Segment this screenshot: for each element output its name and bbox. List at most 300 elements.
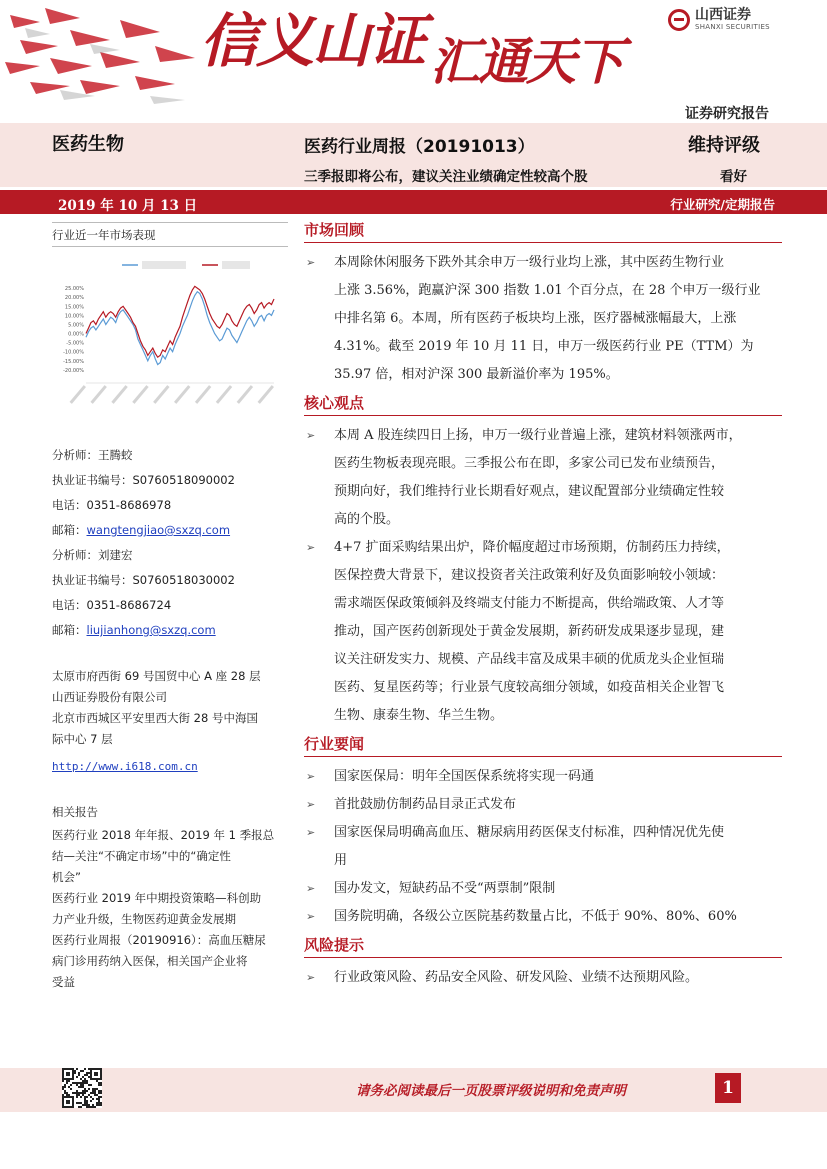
page-number: 1 bbox=[715, 1073, 741, 1103]
qr-module bbox=[86, 1106, 88, 1108]
qr-module bbox=[98, 1100, 100, 1102]
bullet-arrow-icon: ➢ bbox=[306, 910, 316, 923]
qr-module bbox=[78, 1106, 80, 1108]
x-tick-label-placeholder bbox=[132, 385, 148, 404]
x-tick-label-placeholder bbox=[153, 385, 169, 404]
qr-module bbox=[78, 1082, 80, 1084]
qr-module bbox=[76, 1094, 78, 1096]
qr-module bbox=[76, 1102, 78, 1104]
qr-module bbox=[70, 1096, 72, 1098]
section-body bbox=[304, 958, 782, 992]
qr-module bbox=[64, 1084, 66, 1086]
qr-module bbox=[68, 1072, 70, 1074]
bullet-line: 首批鼓励仿制药品目录正式发布 bbox=[334, 797, 517, 812]
qr-module bbox=[86, 1082, 88, 1084]
qr-module bbox=[68, 1080, 70, 1082]
qr-module bbox=[86, 1100, 88, 1102]
qr-module bbox=[100, 1084, 102, 1086]
qr-module bbox=[76, 1076, 78, 1078]
qr-module bbox=[62, 1094, 64, 1096]
sector-name: 医药生物 bbox=[52, 134, 124, 155]
qr-module bbox=[66, 1074, 68, 1076]
report-category: 行业研究/定期报告 bbox=[670, 197, 775, 212]
bullet-line: 用 bbox=[334, 853, 348, 868]
qr-module bbox=[94, 1068, 96, 1070]
qr-module bbox=[88, 1094, 90, 1096]
qr-module bbox=[98, 1104, 100, 1106]
related-reports bbox=[52, 802, 288, 993]
qr-module bbox=[72, 1092, 74, 1094]
qr-module bbox=[62, 1106, 64, 1108]
qr-module bbox=[96, 1088, 98, 1090]
bullet-line: 国家医保局明确高血压、糖尿病用药医保支付标准，四种情况优先使 bbox=[334, 825, 725, 840]
qr-module bbox=[72, 1068, 74, 1070]
y-tick-label: 20.00% bbox=[64, 295, 84, 302]
x-tick-label-placeholder bbox=[90, 385, 106, 404]
qr-module bbox=[92, 1098, 94, 1100]
qr-module bbox=[70, 1068, 72, 1070]
bullet-line: 议关注研发实力、规模、产品线丰富及成果丰硕的优质龙头企业恒瑞 bbox=[334, 652, 725, 667]
qr-module bbox=[92, 1106, 94, 1108]
qr-module bbox=[100, 1090, 102, 1092]
qr-module bbox=[72, 1104, 74, 1106]
qr-module bbox=[82, 1084, 84, 1086]
qr-module bbox=[70, 1078, 72, 1080]
bullet-item bbox=[304, 249, 782, 389]
qr-module bbox=[90, 1084, 92, 1086]
address-line: 北京市西城区平安里西大街 28 号中海国 bbox=[52, 711, 258, 725]
qr-module bbox=[98, 1068, 100, 1070]
qr-module bbox=[86, 1072, 88, 1074]
qr-module bbox=[64, 1096, 66, 1098]
logo-en: SHANXI SECURITIES bbox=[695, 23, 770, 31]
qr-module bbox=[92, 1104, 94, 1106]
report-title: 医药行业周报（20191013） bbox=[304, 137, 535, 157]
qr-module bbox=[90, 1106, 92, 1108]
bullet-item bbox=[304, 763, 782, 791]
bullet-line: 生物、康泰生物、华兰生物。 bbox=[334, 708, 504, 723]
qr-module bbox=[68, 1102, 70, 1104]
qr-module bbox=[94, 1106, 96, 1108]
qr-module bbox=[90, 1070, 92, 1072]
qr-module bbox=[66, 1092, 68, 1094]
bullet-arrow-icon: ➢ bbox=[306, 429, 316, 442]
qr-module bbox=[84, 1080, 86, 1082]
qr-module bbox=[78, 1086, 80, 1088]
email-label: 邮箱： bbox=[52, 523, 87, 537]
qr-module bbox=[64, 1078, 66, 1080]
qr-module bbox=[80, 1092, 82, 1094]
qr-module bbox=[72, 1074, 74, 1076]
bullet-line: 本周除休闲服务下跌外其余申万一级行业均上涨，其中医药生物行业 bbox=[334, 255, 725, 270]
qr-module bbox=[70, 1084, 72, 1086]
bullet-line: 预期向好，我们维持行业长期看好观点，建议配置部分业绩确定性较 bbox=[334, 484, 725, 499]
qr-module bbox=[74, 1092, 76, 1094]
qr-module bbox=[86, 1074, 88, 1076]
bullet-line: 医保控费大背景下，建议投资者关注政策利好及负面影响较小领域： bbox=[334, 568, 725, 583]
analyst-email-link[interactable]: wangtengjiao@sxzq.com bbox=[86, 523, 231, 537]
qr-module bbox=[84, 1090, 86, 1092]
bullet-line: 中排名第 6。本周，所有医药子板块均上涨，医疗器械涨幅最大，上涨 bbox=[334, 311, 737, 326]
x-tick-label-placeholder bbox=[216, 385, 232, 404]
x-tick-label-placeholder bbox=[258, 385, 274, 404]
qr-module bbox=[72, 1100, 74, 1102]
qr-module bbox=[92, 1088, 94, 1090]
qr-module bbox=[84, 1100, 86, 1102]
qr-module bbox=[78, 1092, 80, 1094]
qr-module bbox=[90, 1074, 92, 1076]
slogan-part1: 信义山证 bbox=[200, 7, 425, 75]
qr-module bbox=[96, 1080, 98, 1082]
x-tick-label-placeholder bbox=[111, 385, 127, 404]
qr-module bbox=[98, 1098, 100, 1100]
y-tick-label: -10.00% bbox=[63, 349, 84, 356]
qr-module bbox=[64, 1092, 66, 1094]
address-line: 际中心 7 层 bbox=[52, 732, 113, 746]
related-line: 结—关注“不确定市场”中的“确定性 bbox=[52, 849, 231, 863]
bullet-line: 本周 A 股连续四日上扬，申万一级行业普遍上涨，建筑材料领涨两市， bbox=[334, 428, 742, 443]
qr-module bbox=[72, 1098, 74, 1100]
qr-code-icon bbox=[62, 1068, 102, 1108]
bullet-line: 国办发文，短缺药品不受“两票制”限制 bbox=[334, 881, 556, 896]
chart-title: 行业近一年市场表现 bbox=[52, 222, 288, 247]
qr-module bbox=[84, 1096, 86, 1098]
qr-module bbox=[100, 1078, 102, 1080]
related-title: 相关报告 bbox=[52, 805, 98, 819]
y-tick-label: -20.00% bbox=[63, 367, 84, 374]
related-line: 病门诊用药纳入医保，相关国产企业将 bbox=[52, 954, 248, 968]
bullet-item bbox=[304, 791, 782, 819]
bullet-line: 医药、复星医药等；行业景气度较高细分领域，如疫苗相关企业智飞 bbox=[334, 680, 725, 695]
analyst-phone: 电话：0351-8686978 bbox=[52, 498, 172, 512]
qr-module bbox=[98, 1082, 100, 1084]
qr-module bbox=[96, 1102, 98, 1104]
qr-module bbox=[98, 1090, 100, 1092]
bullet-line: 4+7 扩面采购结果出炉，降价幅度超过市场预期，仿制药压力持续， bbox=[334, 540, 730, 555]
qr-module bbox=[74, 1082, 76, 1084]
report-kind: 证券研究报告 bbox=[685, 106, 769, 122]
qr-module bbox=[100, 1068, 102, 1070]
bullet-line: 国务院明确，各级公立医院基药数量占比，不低于 90%、80%、60% bbox=[334, 909, 737, 924]
bullet-line: 医药生物板表现亮眼。三季报公布在即，多家公司已发布业绩预告， bbox=[334, 456, 725, 471]
qr-module bbox=[86, 1102, 88, 1104]
qr-module bbox=[68, 1086, 70, 1088]
qr-module bbox=[68, 1106, 70, 1108]
qr-module bbox=[72, 1072, 74, 1074]
logo-cn: 山西证券 bbox=[695, 7, 751, 23]
company-url-link[interactable]: http://www.i618.com.cn bbox=[52, 760, 198, 773]
qr-module bbox=[88, 1088, 90, 1090]
qr-module bbox=[80, 1102, 82, 1104]
qr-module bbox=[90, 1096, 92, 1098]
qr-module bbox=[80, 1106, 82, 1108]
qr-module bbox=[96, 1098, 98, 1100]
qr-module bbox=[76, 1096, 78, 1098]
qr-module bbox=[72, 1082, 74, 1084]
qr-module bbox=[88, 1072, 90, 1074]
bullet-arrow-icon: ➢ bbox=[306, 541, 316, 554]
qr-module bbox=[82, 1086, 84, 1088]
bullet-arrow-icon: ➢ bbox=[306, 256, 316, 269]
qr-module bbox=[90, 1072, 92, 1074]
bullet-line: 国家医保局：明年全国医保系统将实现一码通 bbox=[334, 769, 595, 784]
bullet-item bbox=[304, 534, 782, 730]
qr-module bbox=[90, 1068, 92, 1070]
related-line: 力产业升级，生物医药迎黄金发展期 bbox=[52, 912, 236, 926]
qr-module bbox=[84, 1078, 86, 1080]
qr-module bbox=[62, 1088, 64, 1090]
qr-module bbox=[62, 1070, 64, 1072]
legend-label-placeholder bbox=[222, 261, 250, 269]
qr-module bbox=[76, 1090, 78, 1092]
qr-module bbox=[98, 1084, 100, 1086]
qr-module bbox=[94, 1078, 96, 1080]
qr-module bbox=[96, 1072, 98, 1074]
section-body bbox=[304, 416, 782, 730]
qr-module bbox=[62, 1096, 64, 1098]
related-line: 医药行业 2019 年中期投资策略—科创助 bbox=[52, 891, 262, 905]
qr-module bbox=[80, 1086, 82, 1088]
qr-module bbox=[70, 1088, 72, 1090]
qr-module bbox=[88, 1076, 90, 1078]
qr-module bbox=[68, 1074, 70, 1076]
address-line: 太原市府西街 69 号国贸中心 A 座 28 层 bbox=[52, 669, 261, 683]
qr-module bbox=[62, 1072, 64, 1074]
header-banner bbox=[0, 0, 827, 122]
bullet-line: 推动，国产医药创新现处于黄金发展期，新药研发成果逐步显现，建 bbox=[334, 624, 725, 639]
qr-module bbox=[76, 1068, 78, 1070]
qr-module bbox=[90, 1100, 92, 1102]
qr-module bbox=[86, 1090, 88, 1092]
qr-module bbox=[66, 1094, 68, 1096]
qr-module bbox=[66, 1102, 68, 1104]
qr-module bbox=[84, 1082, 86, 1084]
qr-module bbox=[78, 1074, 80, 1076]
qr-module bbox=[88, 1084, 90, 1086]
slogan bbox=[200, 7, 623, 91]
qr-module bbox=[88, 1104, 90, 1106]
qr-module bbox=[62, 1076, 64, 1078]
bullet-arrow-icon: ➢ bbox=[306, 882, 316, 895]
company-address bbox=[52, 666, 288, 750]
qr-module bbox=[72, 1078, 74, 1080]
qr-module bbox=[66, 1100, 68, 1102]
qr-module bbox=[84, 1098, 86, 1100]
qr-module bbox=[84, 1104, 86, 1106]
y-tick-label: 15.00% bbox=[64, 304, 84, 311]
y-tick-label: 25.00% bbox=[64, 286, 84, 293]
qr-module bbox=[82, 1070, 84, 1072]
qr-module bbox=[62, 1100, 64, 1102]
qr-module bbox=[62, 1080, 64, 1082]
email-label: 邮箱： bbox=[52, 623, 87, 637]
disclaimer-text: 请务必阅读最后一页股票评级说明和免责声明 bbox=[356, 1083, 626, 1099]
qr-module bbox=[68, 1094, 70, 1096]
x-tick-label-placeholder bbox=[174, 385, 190, 404]
bullet-item bbox=[304, 819, 782, 875]
bullet-arrow-icon: ➢ bbox=[306, 971, 316, 984]
qr-module bbox=[94, 1088, 96, 1090]
qr-module bbox=[64, 1068, 66, 1070]
analyst-email-row bbox=[52, 518, 288, 543]
qr-module bbox=[66, 1072, 68, 1074]
y-tick-label: 5.00% bbox=[68, 322, 84, 329]
qr-module bbox=[96, 1078, 98, 1080]
qr-module bbox=[72, 1076, 74, 1078]
sidebar bbox=[52, 216, 288, 421]
bullet-item bbox=[304, 875, 782, 903]
qr-module bbox=[64, 1086, 66, 1088]
related-line: 机会” bbox=[52, 870, 81, 884]
qr-module bbox=[100, 1076, 102, 1078]
bullet-arrow-icon: ➢ bbox=[306, 770, 316, 783]
qr-module bbox=[82, 1092, 84, 1094]
qr-module bbox=[88, 1068, 90, 1070]
qr-module bbox=[92, 1078, 94, 1080]
rating-label: 维持评级 bbox=[688, 135, 760, 156]
qr-module bbox=[64, 1090, 66, 1092]
qr-module bbox=[90, 1092, 92, 1094]
slogan-part2: 汇通天下 bbox=[430, 32, 623, 91]
qr-module bbox=[62, 1102, 64, 1104]
qr-module bbox=[84, 1068, 86, 1070]
qr-module bbox=[66, 1096, 68, 1098]
report-date: 2019 年 10 月 13 日 bbox=[58, 198, 198, 214]
related-line: 医药行业 2018 年年报、2019 年 1 季报总 bbox=[52, 828, 275, 842]
qr-module bbox=[100, 1070, 102, 1072]
bullet-line: 高的个股。 bbox=[334, 512, 400, 527]
analyst-cert: 执业证书编号：S0760518090002 bbox=[52, 473, 235, 487]
qr-module bbox=[66, 1082, 68, 1084]
analyst-phone: 电话：0351-8686724 bbox=[52, 598, 172, 612]
qr-module bbox=[62, 1104, 64, 1106]
qr-module bbox=[68, 1078, 70, 1080]
bullet-line: 35.97 倍，相对沪深 300 最新溢价率为 195%。 bbox=[334, 367, 619, 382]
qr-module bbox=[64, 1106, 66, 1108]
y-tick-label: 0.00% bbox=[68, 331, 84, 338]
bullet-arrow-icon: ➢ bbox=[306, 826, 316, 839]
qr-module bbox=[72, 1106, 74, 1108]
section-heading: 市场回顾 bbox=[304, 218, 782, 243]
market-chart-svg bbox=[52, 251, 288, 421]
qr-module bbox=[86, 1080, 88, 1082]
qr-module bbox=[82, 1076, 84, 1078]
qr-module bbox=[74, 1070, 76, 1072]
bullet-line: 行业政策风险、药品安全风险、研发风险、业绩不达预期风险。 bbox=[334, 970, 699, 985]
qr-module bbox=[82, 1090, 84, 1092]
bullet-line: 上涨 3.56%，跑赢沪深 300 指数 1.01 个百分点，在 28 个申万一级行业 bbox=[334, 283, 761, 298]
qr-module bbox=[66, 1068, 68, 1070]
qr-module bbox=[98, 1096, 100, 1098]
qr-module bbox=[78, 1094, 80, 1096]
qr-module bbox=[86, 1104, 88, 1106]
address-line: 山西证券股份有限公司 bbox=[52, 690, 167, 704]
qr-module bbox=[90, 1078, 92, 1080]
qr-module bbox=[72, 1070, 74, 1072]
qr-module bbox=[62, 1086, 64, 1088]
qr-module bbox=[78, 1102, 80, 1104]
qr-module bbox=[92, 1092, 94, 1094]
qr-module bbox=[68, 1096, 70, 1098]
qr-module bbox=[96, 1068, 98, 1070]
bullet-line: 需求端医保政策倾斜及终端支付能力不断提高，供给端政策、人才等 bbox=[334, 596, 725, 611]
qr-module bbox=[66, 1078, 68, 1080]
qr-module bbox=[66, 1106, 68, 1108]
bullet-item bbox=[304, 422, 782, 534]
qr-module bbox=[76, 1082, 78, 1084]
qr-module bbox=[100, 1104, 102, 1106]
qr-module bbox=[96, 1104, 98, 1106]
qr-module bbox=[84, 1102, 86, 1104]
decorative-flags-graphic bbox=[0, 0, 200, 110]
qr-module bbox=[62, 1098, 64, 1100]
qr-module bbox=[92, 1068, 94, 1070]
qr-module bbox=[72, 1102, 74, 1104]
y-tick-label: 10.00% bbox=[64, 313, 84, 320]
qr-module bbox=[100, 1072, 102, 1074]
qr-module bbox=[94, 1072, 96, 1074]
qr-module bbox=[62, 1074, 64, 1076]
analyst-cert: 执业证书编号：S0760518030002 bbox=[52, 573, 235, 587]
qr-module bbox=[100, 1074, 102, 1076]
qr-module bbox=[100, 1092, 102, 1094]
qr-module bbox=[100, 1102, 102, 1104]
qr-module bbox=[80, 1096, 82, 1098]
qr-module bbox=[86, 1096, 88, 1098]
bullet-arrow-icon: ➢ bbox=[306, 798, 316, 811]
qr-module bbox=[62, 1078, 64, 1080]
qr-module bbox=[80, 1082, 82, 1084]
qr-module bbox=[62, 1068, 64, 1070]
qr-module bbox=[94, 1094, 96, 1096]
qr-module bbox=[98, 1092, 100, 1094]
qr-module bbox=[82, 1082, 84, 1084]
analyst-name: 分析师：王腾蛟 bbox=[52, 448, 133, 462]
market-chart bbox=[52, 251, 288, 421]
analyst-name: 分析师：刘建宏 bbox=[52, 548, 133, 562]
y-tick-label: -5.00% bbox=[66, 340, 84, 347]
qr-module bbox=[68, 1100, 70, 1102]
qr-module bbox=[94, 1074, 96, 1076]
qr-module bbox=[84, 1074, 86, 1076]
qr-module bbox=[82, 1094, 84, 1096]
related-line: 医药行业周报（20190916）：高血压糖尿 bbox=[52, 933, 266, 947]
qr-module bbox=[94, 1090, 96, 1092]
qr-module bbox=[68, 1068, 70, 1070]
bullet-item bbox=[304, 903, 782, 931]
qr-module bbox=[100, 1082, 102, 1084]
x-tick-label-placeholder bbox=[237, 385, 253, 404]
qr-module bbox=[90, 1076, 92, 1078]
section-body bbox=[304, 243, 782, 389]
logo-mark-icon bbox=[668, 9, 690, 31]
qr-module bbox=[76, 1092, 78, 1094]
qr-module bbox=[88, 1106, 90, 1108]
section-body bbox=[304, 757, 782, 931]
qr-module bbox=[80, 1084, 82, 1086]
report-headline: 三季报即将公布，建议关注业绩确定性较高个股 bbox=[304, 169, 588, 185]
qr-module bbox=[84, 1088, 86, 1090]
y-tick-label: -15.00% bbox=[63, 358, 84, 365]
analyst-email-row bbox=[52, 618, 288, 643]
qr-module bbox=[70, 1106, 72, 1108]
legend-label-placeholder bbox=[142, 261, 186, 269]
analyst-email-link[interactable]: liujianhong@sxzq.com bbox=[86, 623, 216, 637]
x-tick-label-placeholder bbox=[70, 385, 86, 404]
qr-module bbox=[72, 1096, 74, 1098]
rating-value: 看好 bbox=[720, 169, 747, 185]
qr-module bbox=[100, 1096, 102, 1098]
